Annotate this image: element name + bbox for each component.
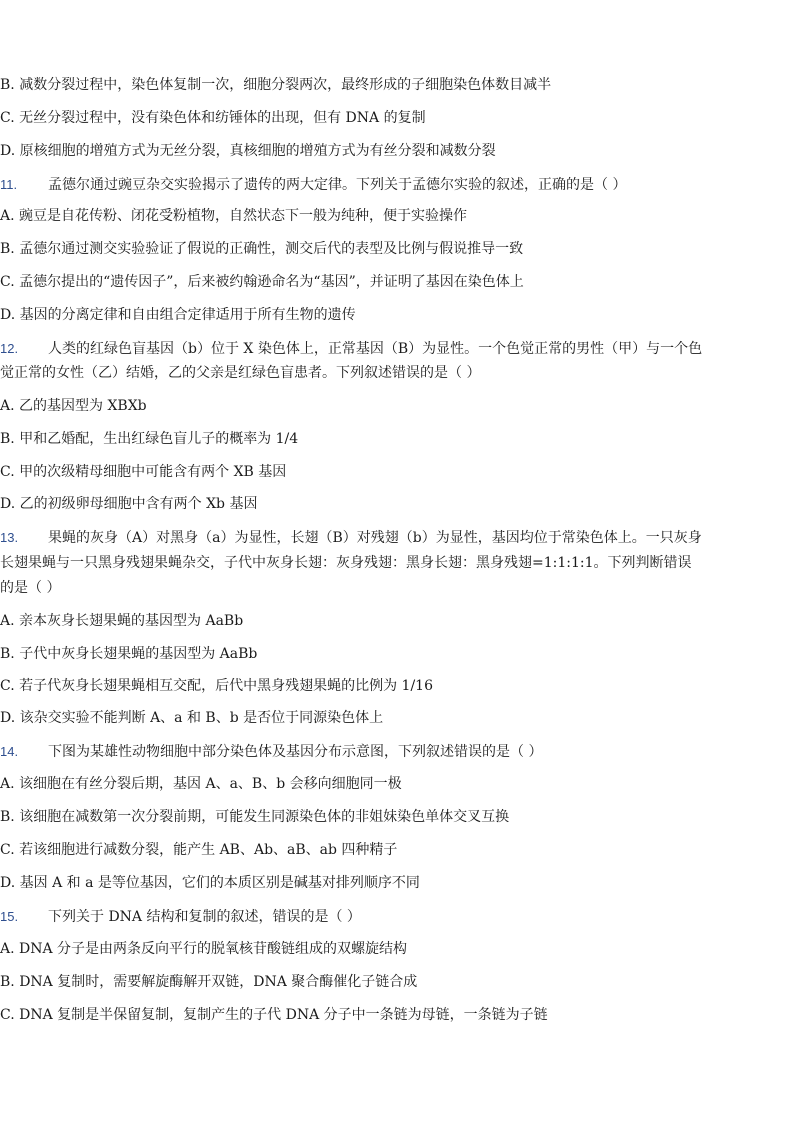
option-13a: A. 亲本灰身长翅果蝇的基因型为 AaBb	[0, 613, 244, 629]
option-12a: A. 乙的基因型为 XBXb	[0, 398, 147, 414]
option-10c: C. 无丝分裂过程中，没有染色体和纺锤体的出现，但有 DNA 的复制	[0, 110, 426, 126]
option-14d: D. 基因 A 和 a 是等位基因，它们的本质区别是碱基对排列顺序不同	[0, 875, 420, 891]
option-12d: D. 乙的初级卵母细胞中含有两个 Xb 基因	[0, 496, 258, 512]
option-12b: B. 甲和乙婚配，生出红绿色盲儿子的概率为 1/4	[0, 431, 299, 447]
question-number: 12.	[0, 341, 19, 356]
question-text: 孟德尔通过豌豆杂交实验揭示了遗传的两大定律。下列关于孟德尔实验的叙述，正确的是（ ）	[48, 177, 627, 193]
option-11d: D. 基因的分离定律和自由组合定律适用于所有生物的遗传	[0, 307, 356, 323]
option-14b: B. 该细胞在减数第一次分裂前期，可能发生同源染色体的非姐妹染色单体交叉互换	[0, 809, 510, 825]
option-14a: A. 该细胞在有丝分裂后期，基因 A、a、B、b 会移向细胞同一极	[0, 776, 402, 792]
question-12-stem	[0, 338, 790, 360]
question-number: 13.	[0, 530, 19, 545]
question-number: 11.	[0, 177, 18, 192]
question-11-stem	[0, 174, 790, 196]
option-15b: B. DNA 复制时，需要解旋酶解开双链，DNA 聚合酶催化子链合成	[0, 974, 418, 990]
question-number: 14.	[0, 744, 19, 759]
option-11a: A. 豌豆是自花传粉、闭花受粉植物，自然状态下一般为纯种，便于实验操作	[0, 208, 468, 224]
option-13b: B. 子代中灰身长翅果蝇的基因型为 AaBb	[0, 646, 258, 662]
option-11b: B. 孟德尔通过测交实验验证了假说的正确性，测交后代的表型及比例与假说推导一致	[0, 241, 524, 257]
question-12-stem-cont: 觉正常的女性（乙）结婚，乙的父亲是红绿色盲患者。下列叙述错误的是（ ）	[0, 365, 481, 381]
question-13-stem-cont: 长翅果蝇与一只黑身残翅果蝇杂交，子代中灰身长翅：灰身残翅：黑身长翅：黑身残翅=1:1:1:1。下列判断错误	[0, 555, 692, 571]
option-15c: C. DNA 复制是半保留复制，复制产生的子代 DNA 分子中一条链为母链，一条链为子链	[0, 1007, 548, 1023]
question-text: 下图为某雄性动物细胞中部分染色体及基因分布示意图，下列叙述错误的是（ ）	[48, 744, 543, 760]
question-15-stem	[0, 906, 790, 928]
question-text: 下列关于 DNA 结构和复制的叙述，错误的是（ ）	[48, 909, 361, 925]
option-13c: C. 若子代灰身长翅果蝇相互交配，后代中黑身残翅果蝇的比例为 1/16	[0, 678, 434, 694]
option-15a: A. DNA 分子是由两条反向平行的脱氧核苷酸链组成的双螺旋结构	[0, 941, 408, 957]
question-14-stem	[0, 741, 790, 763]
option-11c: C. 孟德尔提出的“遗传因子”，后来被约翰逊命名为“基因”，并证明了基因在染色体上	[0, 274, 524, 290]
option-14c: C. 若该细胞进行减数分裂，能产生 AB、Ab、aB、ab 四种精子	[0, 842, 398, 858]
question-text: 人类的红绿色盲基因（b）位于 X 染色体上，正常基因（B）为显性。一个色觉正常的男性（甲）与一个色	[48, 341, 703, 357]
option-10d: D. 原核细胞的增殖方式为无丝分裂，真核细胞的增殖方式为有丝分裂和减数分裂	[0, 143, 496, 159]
question-text: 果蝇的灰身（A）对黑身（a）为显性，长翅（B）对残翅（b）为显性，基因均位于常染色体上。一只灰身	[48, 530, 702, 546]
option-13d: D. 该杂交实验不能判断 A、a 和 B、b 是否位于同源染色体上	[0, 710, 384, 726]
question-number: 15.	[0, 909, 19, 924]
question-13-stem-cont2: 的是（ ）	[0, 580, 61, 596]
option-10b: B. 减数分裂过程中，染色体复制一次，细胞分裂两次，最终形成的子细胞染色体数目减半	[0, 77, 552, 93]
question-13-stem	[0, 527, 790, 549]
option-12c: C. 甲的次级精母细胞中可能含有两个 XB 基因	[0, 464, 287, 480]
